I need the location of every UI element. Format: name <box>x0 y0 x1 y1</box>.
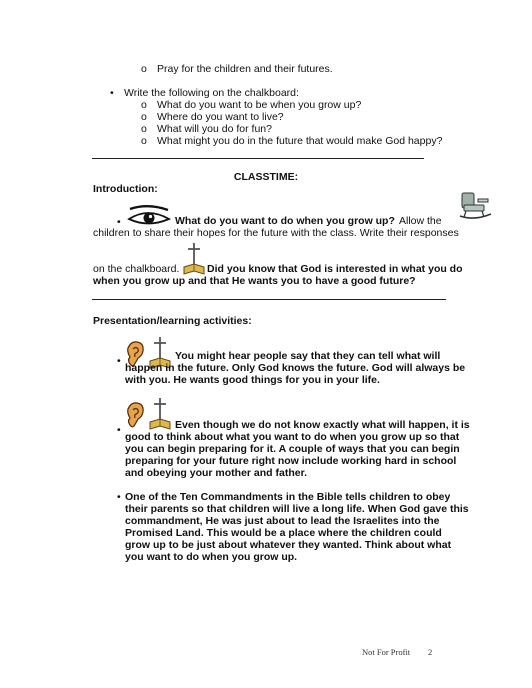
paragraph-line: you want to do when you grow up. <box>125 551 298 563</box>
paragraph-line: Even though we do not know exactly what will happen, it is <box>175 419 470 431</box>
paragraph-line: grow up to be just about whatever they wanted. Think about what <box>125 539 452 551</box>
paragraph-line: you can begin preparing for it. A couple of ways that you can begin <box>125 443 460 455</box>
paragraph-line: and obeying your mother and father. <box>125 467 308 479</box>
main-bullet: • <box>117 491 121 503</box>
pray-item: Pray for the children and their futures. <box>157 63 333 75</box>
chalkboard-intro: Write the following on the chalkboard: <box>124 87 299 99</box>
introduction-label: Introduction: <box>93 183 158 195</box>
intro-text: Allow the <box>399 215 442 227</box>
question-item: What might you do in the future that would make God happy? <box>157 135 443 147</box>
bible-cross-icon <box>182 242 206 276</box>
main-bullet: • <box>117 216 121 228</box>
question-item: What do you want to be when you grow up? <box>157 99 362 111</box>
sub-bullet: o <box>141 123 147 135</box>
main-bullet: • <box>117 355 121 367</box>
question-item: Where do you want to live? <box>157 111 284 123</box>
divider-line <box>92 299 446 300</box>
paragraph-line: their parents so that children will live a long life. When God gave this <box>125 503 469 515</box>
eye-icon <box>126 205 172 227</box>
footer-text: Not For Profit <box>362 647 411 657</box>
sub-bullet: o <box>141 99 147 111</box>
sub-bullet: o <box>141 135 147 147</box>
intro-bold-text: Did you know that God is interested in what you do <box>207 263 463 275</box>
question-item: What will you do for fun? <box>157 123 272 135</box>
ear-icon <box>124 401 146 429</box>
page-number: 2 <box>428 647 433 657</box>
presentation-label: Presentation/learning activities: <box>93 315 252 327</box>
paragraph-line: happen in the future. Only God knows the future. God will always be <box>125 362 466 374</box>
intro-bold-text: when you grow up and that He wants you to have a good future? <box>93 275 416 287</box>
sub-bullet: o <box>141 111 147 123</box>
paragraph-line: Promised Land. This would be a place where the children could <box>125 527 442 539</box>
classtime-heading: CLASSTIME: <box>233 171 299 183</box>
rocking-chair-icon <box>458 190 494 220</box>
paragraph-line: One of the Ten Commandments in the Bible tells children to obey <box>125 491 451 503</box>
paragraph-line: good to think about what you want to do when you grow up so that <box>125 431 460 443</box>
intro-text: children to share their hopes for the future with the class. Write their responses <box>93 227 459 239</box>
divider-line <box>92 158 424 159</box>
paragraph-line: preparing for your future right now include working hard in school <box>125 455 457 467</box>
intro-question: What do you want to do when you grow up? <box>175 215 395 227</box>
paragraph-line: commandment, He was just about to lead the Israelites into the <box>125 515 440 527</box>
paragraph-line: with you. He wants good things for you in your life. <box>125 374 380 386</box>
bible-cross-icon <box>148 397 172 431</box>
main-bullet: • <box>110 87 114 99</box>
intro-text: on the chalkboard. <box>93 263 180 275</box>
sub-bullet: o <box>141 63 147 75</box>
main-bullet: • <box>117 424 121 436</box>
paragraph-line: You might hear people say that they can tell what will <box>175 350 441 362</box>
